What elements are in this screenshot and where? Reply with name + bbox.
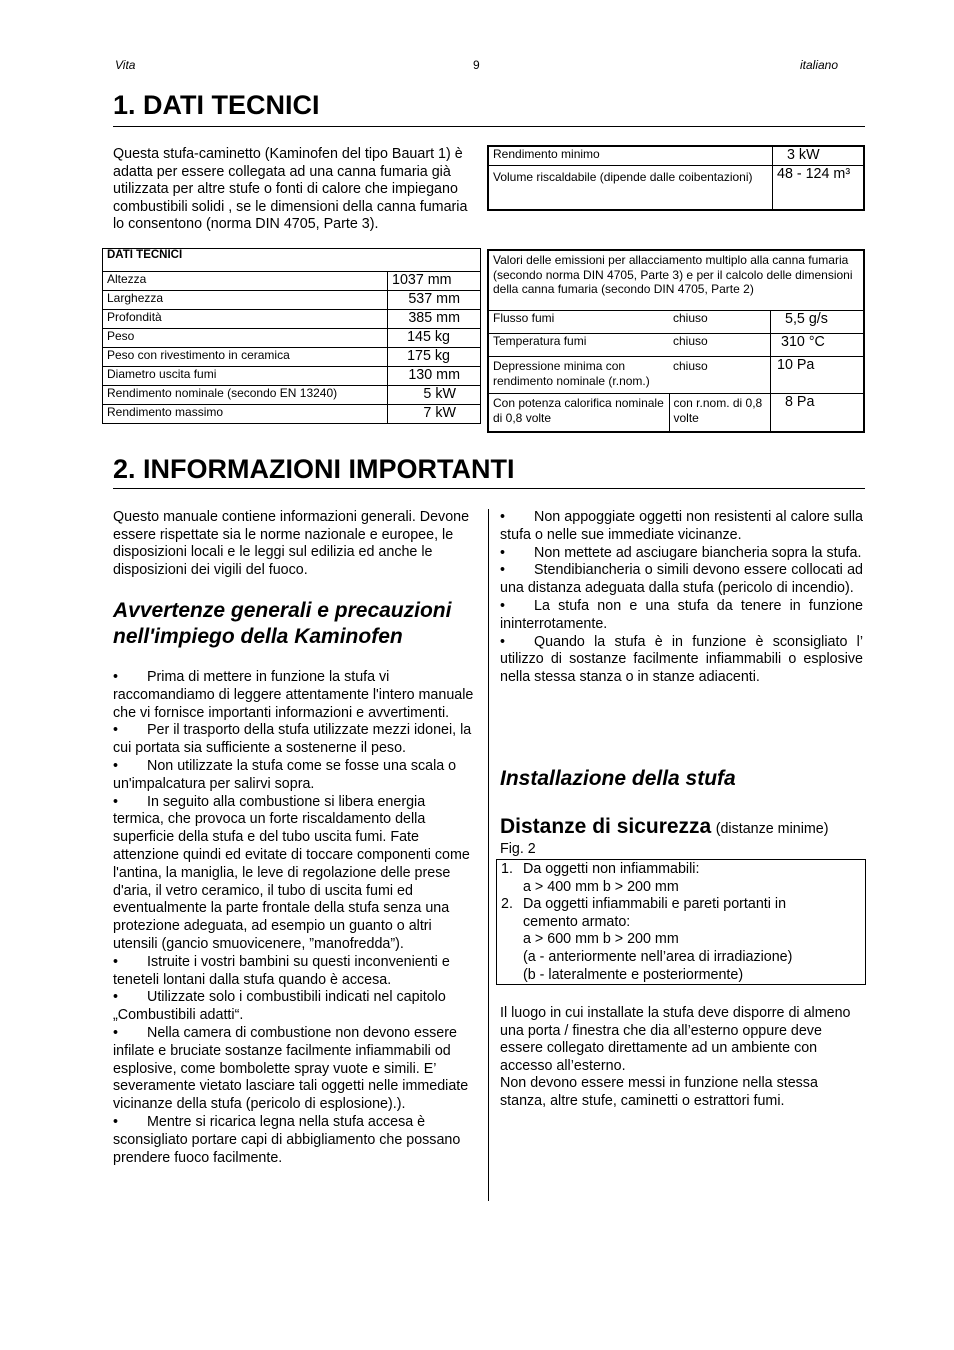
- table-row: [488, 146, 864, 165]
- installation-heading: Installazione della stufa: [500, 767, 736, 790]
- table-row: [488, 393, 864, 432]
- cell-condition: chiuso: [669, 310, 771, 333]
- table-row: [103, 348, 481, 367]
- section2-rule: [113, 488, 865, 489]
- list-item: • La stufa non e una stufa da tenere in funzione ininterrotamente.: [500, 597, 863, 632]
- table-row: [103, 405, 481, 424]
- list-item: • In seguito alla combustione si libera energia termica, che provoca un forte riscaldamento della superficie della stufa e del tubo uscita fumi. Fate attenzione quindi ed evitate di toccare componenti come l'antina, la maniglia, le leve di regolazione delle prese d'aria, il vetro ceramico, il tubo di uscita fumi ed eventualmente la parte frontale della stufa senza una protezione adeguata, ad esempio un guanto o altri utensili (gancio smuovicenere, ”manofredda”).: [113, 793, 470, 952]
- cell-value: 10 Pa: [771, 356, 865, 393]
- distance-heading-text: Distanze di sicurezza: [500, 815, 712, 838]
- left-bullet-list: [113, 669, 479, 1167]
- list-item: • Istruite i vostri bambini su questi inconvenienti e teneteli lontani dalla stufa quando è accesa.: [113, 953, 450, 988]
- header-right: italiano: [800, 58, 839, 72]
- cell-label: Altezza: [103, 272, 388, 291]
- cell-value: 385 mm: [388, 310, 481, 329]
- cell-value: 8 Pa: [771, 393, 865, 432]
- cell-value: 130 mm: [388, 367, 481, 386]
- cell-label: Diametro uscita fumi: [103, 367, 388, 386]
- section2-title: 2. INFORMAZIONI IMPORTANTI: [113, 454, 515, 484]
- section1-rule: [113, 126, 865, 127]
- section2-intro: Questo manuale contiene informazioni generali. Devone essere rispettate sia le norme nazionale e europee, le disposizioni locali e le leggi sul edilizia ed anche le disposizioni dei vigili del fuoco.: [113, 509, 470, 578]
- distance-values-1: a > 400 mm b > 200 mm: [523, 878, 679, 895]
- cell-label: Temperatura fumi: [488, 333, 669, 356]
- cell-label: Rendimento nominale (secondo EN 13240): [103, 386, 388, 405]
- cell-value: 145 kg: [388, 329, 481, 348]
- safety-distances-heading: [500, 815, 829, 839]
- column-divider: [488, 509, 489, 1201]
- list-item: • Utilizzate solo i combustibili indicati nel capitolo „Combustibili adatti“.: [113, 989, 446, 1024]
- list-item: 1. Da oggetti non infiammabili:: [501, 861, 700, 877]
- list-item: 2. Da oggetti infiammabili e pareti portanti in cemento armato:: [501, 896, 787, 930]
- cell-value: 48 - 124 m³: [773, 165, 865, 210]
- performance-table: [487, 145, 865, 211]
- cell-label: Rendimento minimo: [488, 146, 773, 165]
- list-item: • Prima di mettere in funzione la stufa vi raccomandiamo di leggere attentamente l'intero manuale che vi fornisce importanti informazioni e avvertimenti.: [113, 669, 474, 721]
- right-bullet-list: [500, 509, 863, 687]
- cell-label: Profondità: [103, 310, 388, 329]
- closing-paragraph: [500, 1005, 865, 1111]
- cell-value: 175 kg: [388, 348, 481, 367]
- table-row: [103, 272, 481, 291]
- table-row: [488, 310, 864, 333]
- header-left: Vita: [115, 58, 136, 72]
- section1-title: 1. DATI TECNICI: [113, 90, 320, 120]
- table-row: [103, 310, 481, 329]
- tech-table-heading: DATI TECNICI: [103, 249, 481, 272]
- table-row: [488, 165, 864, 210]
- cell-value: 5,5 g/s: [771, 310, 865, 333]
- cell-condition: chiuso: [669, 333, 771, 356]
- table-row: [103, 367, 481, 386]
- table-row: [103, 291, 481, 310]
- section1-intro: Questa stufa-caminetto (Kaminofen del tipo Bauart 1) è adatta per essere collegata ad una canna fumaria già utilizzata per altre stufe o fonti di calore che impiegano combustibili solidi , se le dimensioni della canna fumaria lo consentono (norma DIN 4705, Parte 3).: [113, 146, 468, 233]
- cell-value: 3 kW: [773, 146, 865, 165]
- note-b: (b - lateralmente e posteriormente): [523, 966, 744, 983]
- cell-label: Volume riscaldabile (dipende dalle coibentazioni): [488, 165, 773, 210]
- list-item: • Mentre si ricarica legna nella stufa accesa è sconsigliato portare capi di abbigliamento che possano prendere fuoco facilmente.: [113, 1113, 461, 1166]
- cell-label: Peso: [103, 329, 388, 348]
- table-row: [103, 386, 481, 405]
- cell-label: Rendimento massimo: [103, 405, 388, 424]
- cell-value: 5 kW: [388, 386, 481, 405]
- list-item: • Non utilizzate la stufa come se fosse una scala o un'impalcatura per salirvi sopra.: [113, 757, 457, 792]
- cell-label: Depressione minima con rendimento nominale (r.nom.): [488, 356, 669, 393]
- cell-condition: con r.nom. di 0,8 volte: [669, 393, 771, 432]
- table-row: [488, 356, 864, 393]
- closing-text-1: Il luogo in cui installate la stufa deve disporre di almeno una porta / finestra che dia all’esterno oppure deve essere collegato direttamente ad un ambiente con accesso all’esterno.: [500, 1005, 851, 1074]
- list-item: • Per il trasporto della stufa utilizzate mezzi idonei, la cui portata sia sufficiente a sostenerne il peso.: [113, 722, 472, 757]
- emissions-table: [487, 249, 865, 433]
- cell-label: Larghezza: [103, 291, 388, 310]
- cell-label: Flusso fumi: [488, 310, 669, 333]
- cell-value: 7 kW: [388, 405, 481, 424]
- figure-label: Fig. 2: [500, 841, 536, 857]
- list-item: • Stendibiancheria o simili devono essere collocati ad una distanza adeguata dalla stufa (pericolo di incendio).: [500, 562, 863, 597]
- distance-box: [496, 859, 866, 985]
- cell-label: Peso con rivestimento in ceramica: [103, 348, 388, 367]
- table-row: [488, 333, 864, 356]
- page-number: 9: [473, 58, 480, 72]
- cell-value: 310 °C: [771, 333, 865, 356]
- closing-text-2: Non devono essere messi in funzione nella stessa stanza, altre stufe, caminetti o estrattori fumi.: [500, 1075, 818, 1109]
- tech-data-table: [102, 248, 481, 424]
- cell-value: 537 mm: [388, 291, 481, 310]
- cell-label: Con potenza calorifica nominale di 0,8 volte: [488, 393, 669, 432]
- emissions-heading: Valori delle emissioni per allacciamento multiplo alla canna fumaria (secondo norma DIN 4705, Parte 3) e per il calcolo delle dimensioni della canna fumaria (secondo DIN 4705, Parte 2): [488, 250, 864, 310]
- precautions-heading: Avvertenze generali e precauzioni nell'impiego della Kaminofen: [113, 599, 452, 648]
- distance-values-2: a > 600 mm b > 200 mm: [523, 931, 679, 948]
- list-item: • Non mettete ad asciugare biancheria sopra la stufa.: [500, 544, 862, 561]
- table-row: [103, 329, 481, 348]
- note-a: (a - anteriormente nell’area di irradiazione): [523, 948, 793, 965]
- cell-condition: chiuso: [669, 356, 771, 393]
- list-item: • Nella camera di combustione non devono essere infilate e bruciate sostanze facilmente infiammabili od esplosive, come bombolette spray vuote e simili. E’ severamente vietato lasciare tali oggetti nelle immediate vicinanze della stufa (pericolo di esplosione).).: [113, 1024, 469, 1113]
- cell-value: 1037 mm: [388, 272, 481, 291]
- list-item: • Quando la stufa è in funzione è sconsigliato l’ utilizzo di sostanze facilmente infiammabili o esplosive nella stessa stanza o in stanze adiacenti.: [500, 633, 863, 686]
- distance-note: (distanze minime): [715, 821, 829, 837]
- list-item: • Non appoggiate oggetti non resistenti al calore sulla stufa o nelle sue immediate vicinanze.: [500, 509, 863, 543]
